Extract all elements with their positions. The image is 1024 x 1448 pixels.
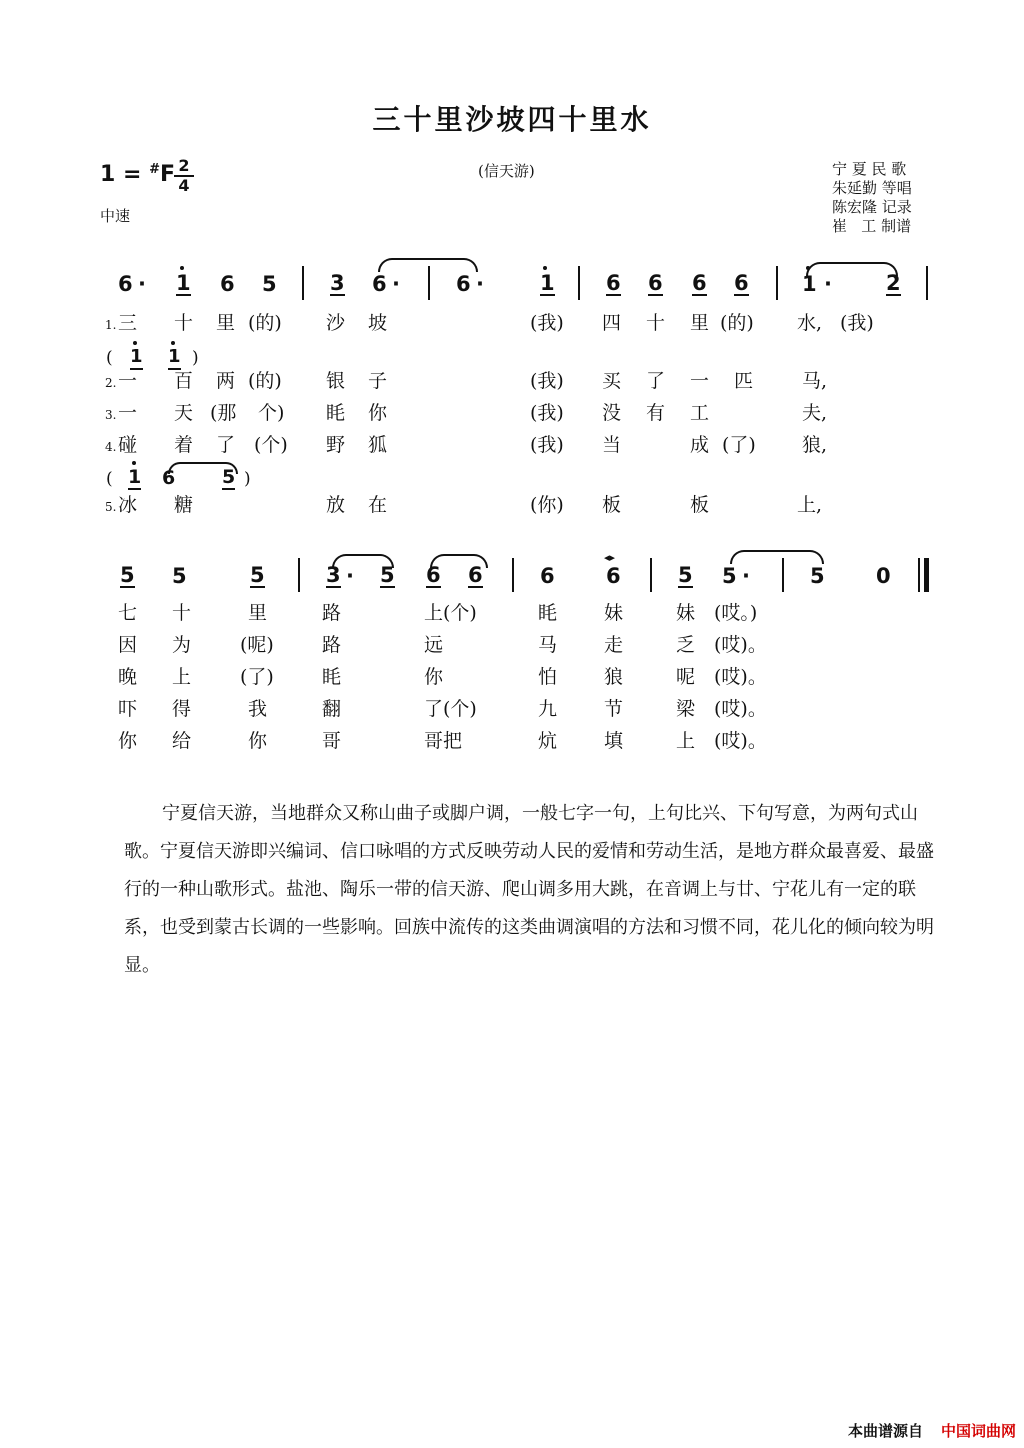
octave-dot: [180, 266, 184, 270]
bar-line: [302, 266, 304, 300]
lyric: (我): [530, 312, 564, 334]
lyric: 乏: [676, 634, 696, 656]
lyric: (我): [530, 402, 564, 424]
lyric: 填: [604, 730, 624, 752]
lyric: (呢): [240, 634, 274, 656]
lyric: 放: [326, 494, 346, 516]
lyric: 坡: [368, 312, 388, 334]
lyric: 碰: [118, 434, 138, 456]
subtitle: (信天游): [478, 162, 535, 180]
bar-line: [776, 266, 778, 300]
lyric: 沙: [326, 312, 346, 334]
lyric: 给: [172, 730, 192, 752]
lyric: (哎。): [714, 602, 758, 624]
lyric: 了(个): [424, 698, 477, 720]
lyric: 狼,: [802, 434, 828, 456]
lyric: (哎)。: [714, 730, 767, 752]
lyric: 水,: [797, 312, 823, 334]
lyric: 了: [216, 434, 236, 456]
site-link[interactable]: 中国词曲网: [940, 1422, 1016, 1440]
note: 5: [810, 564, 825, 588]
bar-line: [782, 558, 784, 592]
note: 5: [262, 272, 277, 296]
credit-line: 朱延勤 等唱: [832, 179, 912, 197]
note-dot: ·: [742, 564, 750, 588]
lyric: 十: [646, 312, 666, 334]
lyric: 翻: [322, 698, 342, 720]
lyric: 路: [322, 602, 342, 624]
note: 1: [130, 346, 143, 370]
octave-dot: [171, 341, 175, 345]
lyric: 你: [424, 666, 444, 688]
lyric: 晚: [118, 666, 138, 688]
lyric: 里: [690, 312, 710, 334]
note: 1: [540, 271, 555, 295]
paren: (: [106, 348, 113, 368]
lyric: 为: [172, 634, 192, 656]
rest: 0: [876, 564, 891, 588]
bar-line: [428, 266, 430, 300]
lyric: 当: [602, 434, 622, 456]
lyric: 炕: [538, 730, 558, 752]
lyric: 上(个): [424, 602, 477, 624]
lyric: 哥把: [424, 730, 463, 752]
lyric: 呢: [676, 666, 696, 688]
lyric: 我: [248, 698, 268, 720]
credit-line: 陈宏隆 记录: [832, 198, 912, 216]
lyric: (的): [720, 312, 754, 334]
lyric: 九: [538, 698, 558, 720]
bar-line: [578, 266, 580, 300]
time-signature: 2 4: [174, 158, 194, 194]
lyric: 夫,: [802, 402, 828, 424]
lyric: 天: [174, 402, 194, 424]
lyric: 狐: [368, 434, 388, 456]
note: 6: [540, 564, 555, 588]
bar-line: [512, 558, 514, 592]
lyric: 一: [118, 370, 138, 392]
lyric: 哥: [322, 730, 342, 752]
lyric: 妹: [676, 602, 696, 624]
note: 6: [468, 563, 483, 587]
octave-dot: [132, 461, 136, 465]
lyric: 了: [646, 370, 666, 392]
lyric: 板: [602, 494, 622, 516]
source-label: 本曲谱源自: [847, 1422, 923, 1440]
lyric: (哎)。: [714, 698, 767, 720]
lyric: 眊: [326, 402, 346, 424]
slur: [806, 262, 898, 276]
note: 1: [128, 466, 142, 488]
lyric: 上: [676, 730, 696, 752]
lyric: 糖: [174, 494, 194, 516]
lyric: 妹: [604, 602, 624, 624]
lyric: 得: [172, 698, 192, 720]
paren: ): [244, 469, 251, 489]
verse-number: 5.: [105, 500, 117, 514]
lyric: 你: [248, 730, 268, 752]
note-dot: ·: [476, 272, 484, 296]
note-dot: ·: [824, 272, 832, 296]
lyric: 里: [248, 602, 268, 624]
lyric: 百: [174, 370, 194, 392]
lyric: 眊: [538, 602, 558, 624]
lyric: 个): [258, 402, 285, 424]
verse-number: 1.: [105, 318, 117, 332]
lyric: 上: [172, 666, 192, 688]
lyric: 着: [174, 434, 194, 456]
note: 5: [250, 563, 265, 587]
note-dot: ·: [346, 564, 354, 588]
note: 6: [220, 272, 235, 296]
lyric: (我): [840, 312, 874, 334]
lyric: (我): [530, 370, 564, 392]
lyric: 上,: [797, 494, 823, 516]
lyric: 没: [602, 402, 622, 424]
key-signature: 1 = #F: [100, 162, 175, 187]
lyric: (哎)。: [714, 634, 767, 656]
lyric: 马: [538, 634, 558, 656]
bar-line: [926, 266, 928, 300]
lyric: 有: [646, 402, 666, 424]
lyric: 马,: [802, 370, 828, 392]
verse-number: 3.: [105, 408, 117, 422]
note: 6: [162, 467, 176, 489]
lyric: 远: [424, 634, 444, 656]
lyric: 怕: [538, 666, 558, 688]
lyric: 板: [690, 494, 710, 516]
lyric: 在: [368, 494, 388, 516]
lyric: 里: [216, 312, 236, 334]
note: 6: [118, 272, 133, 296]
bar-line: [650, 558, 652, 592]
lyric: 子: [368, 370, 388, 392]
note: 5: [222, 466, 236, 488]
lyric: 买: [602, 370, 622, 392]
note: 5: [380, 563, 395, 587]
paren: ): [192, 348, 199, 368]
lyric: (我): [530, 434, 564, 456]
lyric: 十: [172, 602, 192, 624]
lyric: 节: [604, 698, 624, 720]
note: 6: [426, 563, 441, 587]
note: 3: [330, 271, 345, 295]
verse-number: 4.: [105, 440, 117, 454]
lyric: 吓: [118, 698, 138, 720]
lyric: 两: [216, 370, 236, 392]
tempo-marking: 中速: [100, 207, 131, 225]
lyric: 成: [690, 434, 710, 456]
note: 2: [886, 271, 901, 295]
note: 1: [176, 271, 191, 295]
lyric: 银: [326, 370, 346, 392]
lyric: (你): [530, 494, 564, 516]
lyric: 冰: [118, 494, 138, 516]
lyric: 你: [368, 402, 388, 424]
lyric: 你: [118, 730, 138, 752]
lyric: 四: [602, 312, 622, 334]
paren: (: [106, 469, 113, 489]
lyric: 七: [118, 602, 138, 624]
lyric: 眊: [322, 666, 342, 688]
bar-line: [298, 558, 300, 592]
lyric: 匹: [734, 370, 754, 392]
note: 1: [168, 346, 181, 370]
footer-source: [848, 1420, 1016, 1441]
octave-dot: [806, 266, 810, 270]
final-bar-thick: [924, 558, 929, 592]
tie: [730, 550, 824, 564]
page-title: 三十里沙坡四十里水: [372, 103, 652, 136]
lyric: (了): [240, 666, 274, 688]
note: 3: [326, 563, 341, 587]
note: 6: [606, 271, 621, 295]
note-dot: ·: [138, 272, 146, 296]
lyric: (的): [248, 370, 282, 392]
note: 5: [172, 564, 187, 588]
lyric: 一: [118, 402, 138, 424]
note: 6: [692, 271, 707, 295]
lyric: (哎)。: [714, 666, 767, 688]
lyric: 狼: [604, 666, 624, 688]
lyric: (的): [248, 312, 282, 334]
note: 6: [456, 272, 471, 296]
lyric: (了): [722, 434, 756, 456]
credit-line: 崔 工 制谱: [832, 217, 912, 235]
lyric: 一: [690, 370, 710, 392]
lyric: 路: [322, 634, 342, 656]
lyric: 梁: [676, 698, 696, 720]
note: 6: [648, 271, 663, 295]
lyric: 工: [690, 402, 710, 424]
lyric: (个): [254, 434, 288, 456]
note: 5: [722, 564, 737, 588]
octave-dot: [543, 266, 547, 270]
lyric: 野: [326, 434, 346, 456]
note-dot: ·: [392, 272, 400, 296]
note: 6: [372, 272, 387, 296]
lyric: 因: [118, 634, 138, 656]
note: 6: [606, 564, 621, 588]
verse-number: 2.: [105, 376, 117, 390]
credit-line: 宁 夏 民 歌: [832, 160, 907, 178]
ornament-icon: ◂▸: [604, 551, 616, 564]
note: 6: [734, 271, 749, 295]
lyric: 三: [118, 312, 138, 334]
note: 1: [802, 272, 817, 296]
lyric: (那: [210, 402, 237, 424]
final-bar-thin: [918, 558, 920, 592]
note: 5: [120, 563, 135, 587]
octave-dot: [133, 341, 137, 345]
credits: [832, 160, 912, 236]
description-paragraph: 宁夏信天游，当地群众又称山曲子或脚户调，一般七字一句，上句比兴、下句写意，为两句式山歌。宁夏信天游即兴编词、信口咏唱的方式反映劳动人民的爱情和劳动生活，是地方群众最喜爱、最盛行的一种山歌形式。盐池、陶乐一带的信天游、爬山调多用大跳，在音调上与廿、宁花儿有一定的联系，也受到蒙古长调的一些影响。回族中流传的这类曲调演唱的方法和习惯不同，花儿化的倾向较为明显。: [124, 803, 934, 976]
lyric: 十: [174, 312, 194, 334]
note: 5: [678, 563, 693, 587]
lyric: 走: [604, 634, 624, 656]
